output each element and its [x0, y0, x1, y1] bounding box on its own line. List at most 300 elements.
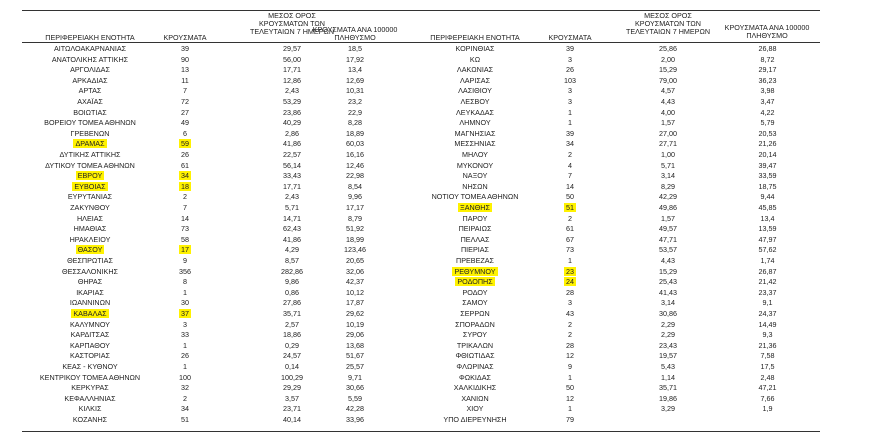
left-table-row-cases-text: 11: [181, 75, 189, 85]
right-table-row-name-text: ΛΕΣΒΟΥ: [460, 97, 490, 106]
right-table-row-per: [710, 298, 825, 308]
right-table-row-per: [710, 383, 825, 393]
left-table-row-cases-text: 18: [181, 181, 189, 191]
left-table-row-avg-text: 8,57: [285, 256, 299, 265]
left-table-row-name-text: ΔΥΤΙΚΟΥ ΤΟΜΕΑ ΑΘΗΝΩΝ: [45, 160, 135, 170]
right-table-row-per: [710, 235, 825, 245]
left-table-row-name-text: ΚΙΛΚΙΣ: [78, 404, 102, 414]
right-table-row-per-text: 36,23: [758, 75, 777, 85]
right-table-row-name: [410, 383, 540, 393]
left-table-row-name-text: ΓΡΕΒΕΝΩΝ: [70, 128, 110, 138]
left-table-row-per: [300, 97, 410, 107]
right-table-row-name: [410, 55, 540, 65]
right-table-row-name: [410, 76, 540, 86]
right-table-row-avg-text: 1,57: [661, 118, 675, 128]
left-table-row-per: [300, 182, 410, 192]
left-table-row-per: [300, 161, 410, 171]
left-table-row-avg-text: 33,43: [283, 171, 301, 181]
right-table-row-name-text: ΜΕΣΣΗΝΙΑΣ: [454, 139, 496, 149]
right-table-row-avg-text: 27,71: [659, 139, 677, 149]
right-table-row-per-text: 21,26: [758, 139, 777, 149]
right-table-row-avg-text: 1,57: [661, 213, 675, 223]
left-table-row-name-text: ΑΡΚΑΔΙΑΣ: [72, 75, 108, 85]
left-table-row-name: [25, 330, 155, 340]
left-table-row-name-text: ΒΟΡΕΙΟΥ ΤΟΜΕΑ ΑΘΗΝΩΝ: [44, 118, 136, 128]
left-table-row-cases-text: 30: [181, 298, 189, 308]
right-table-row-per-text: 45,85: [758, 203, 777, 212]
right-table-row-cases-text: 3: [568, 298, 572, 308]
right-table-row-per: [710, 351, 825, 361]
right-table-row-per: [710, 267, 825, 277]
left-table-row-cases: [145, 235, 225, 245]
right-table-row-cases: [530, 277, 610, 287]
left-table-row-avg-text: 56,00: [283, 54, 301, 64]
right-table-row-avg-text: 4,57: [661, 86, 675, 96]
left-table-row-name: [25, 214, 155, 224]
right-table-row-name: [410, 139, 540, 149]
right-table-row-cases: [530, 245, 610, 255]
left-header-per100k-line2: ΠΛΗΘΥΣΜΟ: [334, 33, 376, 42]
right-table-row-cases: [530, 97, 610, 107]
left-table-row-avg-text: 2,57: [285, 319, 299, 329]
left-table-row-per-text: 42,37: [346, 277, 364, 287]
left-table-row-name-text: ΗΡΑΚΛΕΙΟΥ: [69, 234, 111, 244]
left-table-row-per: [300, 383, 410, 393]
left-table-row-name-text: ΚΑΣΤΟΡΙΑΣ: [70, 351, 110, 361]
right-table-row-avg-text: 15,29: [659, 65, 677, 75]
right-table-row-name: [410, 245, 540, 255]
right-table-row-name-text: ΧΑΛΚΙΔΙΚΗΣ: [453, 383, 497, 393]
right-table-row-cases: [530, 182, 610, 192]
right-table-row-name: [410, 277, 540, 287]
left-table-row-per-text: 29,06: [346, 330, 364, 340]
left-table-row-avg-text: 3,57: [285, 393, 299, 403]
left-table-row-name-text: ΘΗΡΑΣ: [77, 277, 103, 287]
right-table-row-cases: [530, 203, 610, 213]
right-table-row-cases: [530, 171, 610, 181]
right-table-row-per: [710, 139, 825, 149]
right-table-row-avg-text: 3,14: [661, 298, 675, 308]
right-table-row-cases-text: 1: [568, 404, 572, 414]
left-table-row-per-text: 8,28: [348, 118, 362, 128]
right-table-row-avg-text: 15,29: [659, 266, 677, 276]
left-table-row-name-text: ΕΥΒΟΙΑΣ: [74, 181, 106, 191]
left-table-row-cases: [145, 330, 225, 340]
left-table-row-cases-text: 51: [181, 415, 189, 424]
right-table-row-name-text: ΛΑΣΙΘΙΟΥ: [458, 86, 492, 96]
left-table-row-name: [25, 288, 155, 298]
right-table-row-cases: [530, 394, 610, 404]
right-table-row-cases: [530, 108, 610, 118]
left-table-row-name: [25, 298, 155, 308]
left-table-row-cases-text: 37: [181, 309, 189, 318]
right-table-row-cases: [530, 373, 610, 383]
left-table-row-cases-text: 33: [181, 330, 189, 340]
left-table-row-cases: [145, 309, 225, 319]
left-table-row-cases: [145, 362, 225, 372]
left-table-row-cases: [145, 394, 225, 404]
right-table-row-name-text: ΣΥΡΟΥ: [462, 330, 488, 340]
left-table-row-name: [25, 415, 155, 425]
right-table-row-cases-text: 67: [566, 234, 574, 244]
right-table-row-cases-text: 79: [566, 415, 574, 424]
left-table-row-cases-text: 90: [181, 54, 189, 64]
left-table-row-name: [25, 320, 155, 330]
right-table-row-per-text: 26,88: [758, 44, 777, 53]
right-table-row-name-text: ΠΙΕΡΙΑΣ: [460, 245, 489, 255]
left-table-row-name-text: ΚΑΒΑΛΑΣ: [73, 309, 107, 318]
left-table-row-cases-text: 34: [181, 404, 189, 414]
left-table-row-cases-text: 2: [183, 192, 187, 202]
left-table-row-avg-text: 9,86: [285, 277, 299, 287]
left-table-row-name: [25, 203, 155, 213]
right-table-row-name: [410, 404, 540, 414]
right-table-row-per: [710, 86, 825, 96]
right-table-row-avg-text: 49,86: [659, 203, 677, 212]
right-table-row-per-text: 9,44: [760, 192, 775, 202]
right-table-row-avg-text: 49,57: [659, 224, 677, 234]
left-table-row-cases-text: 72: [181, 97, 189, 106]
right-table-row-per: [710, 362, 825, 372]
left-header-per100k: [300, 26, 410, 42]
right-table-row-name-text: ΡΟΔΟΠΗΣ: [457, 277, 493, 287]
right-table-row-avg-text: 3,14: [661, 171, 675, 181]
left-table-row-name-text: ΑΙΤΩΛΟΑΚΑΡΝΑΝΙΑΣ: [53, 44, 127, 53]
left-table-row-avg-text: 282,86: [281, 266, 303, 276]
left-table-row-per: [300, 118, 410, 128]
right-table-row-cases-text: 1: [568, 118, 572, 128]
left-table-row-per-text: 10,12: [346, 287, 364, 297]
right-table-row-per: [710, 65, 825, 75]
right-table-row-avg-text: 53,57: [659, 245, 677, 255]
right-table-row-per-text: 47,97: [758, 234, 777, 244]
left-table-row-name-text: ΚΑΡΠΑΘΟΥ: [70, 340, 110, 350]
right-table-row-per-text: 14,49: [758, 319, 777, 329]
right-table-row-avg-text: 35,71: [659, 383, 677, 393]
left-table-row-cases: [145, 373, 225, 383]
left-table-row-avg-text: 2,43: [285, 192, 299, 202]
left-table-row-cases: [145, 415, 225, 425]
right-table-row-name: [410, 161, 540, 171]
left-table-row-cases-text: 8: [183, 277, 187, 287]
left-table-row-per-text: 51,67: [346, 351, 364, 361]
left-table-row-cases: [145, 171, 225, 181]
right-table-row-per-text: 33,59: [758, 171, 777, 181]
right-table-row-per: [710, 55, 825, 65]
left-table-row-avg-text: 4,29: [285, 245, 299, 255]
left-table-row-cases-text: 59: [181, 139, 189, 149]
left-table-row-avg-text: 41,86: [283, 139, 301, 149]
right-table-row-cases: [530, 383, 610, 393]
right-table-row-per-text: 5,79: [760, 118, 775, 128]
right-table-row-cases-text: 4: [568, 160, 572, 170]
right-table-row-per: [710, 161, 825, 171]
right-table-row-per: [710, 171, 825, 181]
left-table-row-cases: [145, 76, 225, 86]
right-table-row-avg-text: 19,57: [659, 351, 677, 361]
left-table-row-name-text: ΚΑΛΥΜΝΟΥ: [70, 319, 110, 329]
left-table-row-per: [300, 394, 410, 404]
right-table-row-name-text: ΦΛΩΡΙΝΑΣ: [456, 362, 494, 371]
right-table-row-cases-text: 26: [566, 65, 574, 75]
left-table-row-name-text: ΚΕΡΚΥΡΑΣ: [71, 383, 109, 393]
right-table-row-cases-text: 43: [566, 309, 574, 318]
right-table-row-name: [410, 214, 540, 224]
left-table-row-per: [300, 298, 410, 308]
left-table-row-avg-text: 0,14: [285, 362, 299, 371]
right-table-row-avg-text: 3,29: [661, 404, 675, 414]
left-table-row-avg-text: 40,14: [283, 415, 301, 424]
right-table-row-per-text: 57,62: [758, 245, 777, 255]
right-table-row-cases-text: 24: [566, 277, 574, 287]
right-table-row-per-text: 3,47: [760, 97, 775, 106]
right-table-row-avg-text: 79,00: [659, 75, 677, 85]
right-table-row-per: [710, 288, 825, 298]
left-table-row-name-text: ΙΩΑΝΝΙΝΩΝ: [69, 298, 111, 308]
right-table-row-name-text: ΣΠΟΡΑΔΩΝ: [455, 319, 495, 329]
left-table-row-per: [300, 341, 410, 351]
left-table-row-per-text: 18,89: [346, 128, 364, 138]
right-table-row-name-text: ΚΟΡΙΝΘΙΑΣ: [455, 44, 495, 53]
right-table-row-cases-text: 23: [566, 266, 574, 276]
left-table-row-name: [25, 309, 155, 319]
left-table-row-per: [300, 267, 410, 277]
right-table-row-name: [410, 65, 540, 75]
left-table-row-cases-text: 7: [183, 203, 187, 212]
left-table-row-cases: [145, 182, 225, 192]
left-table-row-name: [25, 76, 155, 86]
left-table-row-per: [300, 214, 410, 224]
right-table-row-per-text: 9,1: [762, 298, 773, 308]
left-table-row-per: [300, 65, 410, 75]
left-table-row-cases: [145, 129, 225, 139]
left-table-row-cases-text: 356: [179, 266, 191, 276]
left-table-row-name: [25, 182, 155, 192]
left-table-row-cases: [145, 224, 225, 234]
right-table-row-cases-text: 51: [566, 203, 574, 212]
left-table-row-avg-text: 17,71: [283, 65, 301, 75]
left-table-row-per-text: 32,06: [346, 266, 364, 276]
left-table-row-name: [25, 118, 155, 128]
right-table-row-name-text: ΧΙΟΥ: [466, 404, 484, 414]
right-table-row-name: [410, 362, 540, 372]
right-table-row-avg-text: 25,43: [659, 277, 677, 287]
left-table-row-cases: [145, 256, 225, 266]
left-table-row-name: [25, 161, 155, 171]
right-table-row-cases: [530, 415, 610, 425]
left-table-row-per-text: 29,62: [346, 309, 364, 318]
left-header-avg-line3: ΤΕΛΕΥΤΑΙΩΝ 7 ΗΜΕΡΩΝ: [249, 27, 335, 36]
right-table-row-name: [410, 44, 540, 54]
left-table-row-per: [300, 320, 410, 330]
right-table-row-cases-text: 12: [566, 393, 574, 403]
left-table-row-per-text: 60,03: [346, 139, 364, 149]
left-table-row-per: [300, 235, 410, 245]
left-table-row-per-text: 8,79: [348, 213, 362, 223]
right-table-row-name-text: ΣΑΜΟΥ: [462, 298, 488, 308]
left-table-row-cases: [145, 277, 225, 287]
right-table-row-per: [710, 309, 825, 319]
left-table-row-name-text: ΚΕΦΑΛΛΗΝΙΑΣ: [64, 393, 116, 403]
left-table-row-name-text: ΘΕΣΣΑΛΟΝΙΚΗΣ: [62, 266, 118, 276]
left-table-row-per-text: 17,17: [346, 203, 364, 212]
left-table-row-cases-text: 17: [181, 245, 189, 255]
right-table-row-per-text: 8,72: [760, 54, 775, 64]
right-table-row-cases: [530, 76, 610, 86]
right-table-row-per: [710, 404, 825, 414]
left-table-row-cases: [145, 351, 225, 361]
left-table-row-name: [25, 171, 155, 181]
right-table-row-cases-text: 73: [566, 245, 574, 255]
left-table-row-per: [300, 55, 410, 65]
right-table-row-per: [710, 203, 825, 213]
right-table-row-cases-text: 28: [566, 287, 574, 297]
right-table-row-per-text: 9,3: [762, 330, 773, 340]
right-table-row-name: [410, 118, 540, 128]
left-table-row-cases-text: 26: [181, 150, 189, 159]
right-table-row-name: [410, 267, 540, 277]
left-table-row-name: [25, 44, 155, 54]
right-table-row-name: [410, 192, 540, 202]
left-table-row-name: [25, 277, 155, 287]
left-table-row-per: [300, 330, 410, 340]
right-table-row-name-text: ΝΟΤΙΟΥ ΤΟΜΕΑ ΑΘΗΝΩΝ: [431, 192, 519, 202]
left-table-row-per-text: 13,4: [348, 65, 362, 75]
right-table-row-cases-text: 28: [566, 340, 574, 350]
right-table-row-name: [410, 309, 540, 319]
left-table-row-per-text: 5,59: [348, 393, 362, 403]
right-table-row-cases: [530, 309, 610, 319]
left-table-row-per: [300, 86, 410, 96]
left-table-row-cases: [145, 298, 225, 308]
right-table-row-cases-text: 1: [568, 372, 572, 382]
right-table-row-cases-text: 1: [568, 107, 572, 117]
right-table-row-cases: [530, 288, 610, 298]
right-table-row-name-text: ΦΩΚΙΔΑΣ: [459, 372, 491, 382]
left-table-row-avg-text: 12,86: [283, 75, 301, 85]
right-table-row-name: [410, 108, 540, 118]
right-table-row-avg-text: 8,29: [661, 181, 675, 191]
right-table-row-per-text: 1,9: [762, 404, 773, 414]
right-table-row-name-text: ΜΗΛΟΥ: [462, 150, 488, 159]
left-table-row-name: [25, 245, 155, 255]
left-table-row-avg-text: 14,71: [283, 213, 301, 223]
left-table-row-per: [300, 351, 410, 361]
left-table-row-name: [25, 383, 155, 393]
left-table-row-per: [300, 76, 410, 86]
right-table-row-avg-text: 2,29: [661, 319, 675, 329]
right-table-row-name: [410, 298, 540, 308]
left-table-row-per: [300, 139, 410, 149]
left-table-row-name-text: ΑΡΓΟΛΙΔΑΣ: [70, 65, 110, 75]
left-table-row-per: [300, 44, 410, 54]
right-table-row-name-text: ΜΑΓΝΗΣΙΑΣ: [454, 128, 496, 138]
right-table-row-per-text: 21,42: [758, 277, 777, 287]
left-table-row-cases-text: 13: [181, 65, 189, 75]
right-table-row-cases: [530, 320, 610, 330]
right-table-row-name-text: ΠΑΡΟΥ: [462, 213, 488, 223]
right-table-row-avg-text: 41,43: [659, 287, 677, 297]
left-table-row-name-text: ΑΡΤΑΣ: [78, 86, 102, 96]
left-table-row-avg-text: 24,57: [283, 351, 301, 361]
left-table-row-avg-text: 62,43: [283, 224, 301, 234]
right-table-row-per: [710, 277, 825, 287]
right-table-row-name: [410, 224, 540, 234]
left-table-row-name: [25, 150, 155, 160]
bottom-rule: [22, 431, 820, 432]
right-table-row-per-text: 39,47: [758, 160, 777, 170]
right-header-cases: ΚΡΟΥΣΜΑΤΑ: [548, 33, 592, 42]
right-table-row-per-text: 4,22: [760, 107, 775, 117]
left-table-row-avg-text: 0,86: [285, 287, 299, 297]
right-table-row-per: [710, 341, 825, 351]
right-table-row-avg-text: 5,71: [661, 160, 675, 170]
left-table-row-per: [300, 362, 410, 372]
right-table-row-per: [710, 108, 825, 118]
right-table-row-per: [710, 394, 825, 404]
left-table-row-cases: [145, 86, 225, 96]
left-table-row-cases-text: 1: [183, 340, 187, 350]
left-table-row-per-text: 18,5: [348, 44, 362, 53]
right-table-row-name-text: ΛΕΥΚΑΔΑΣ: [455, 107, 494, 117]
left-table-row-cases-text: 14: [181, 213, 189, 223]
left-table-row-name-text: ΘΑΣΟΥ: [77, 245, 103, 255]
left-table-row-per-text: 20,65: [346, 256, 364, 265]
left-table-row-per: [300, 245, 410, 255]
right-table-row-per: [710, 44, 825, 54]
right-table-row-avg-text: 4,43: [661, 256, 675, 265]
left-table-row-avg-text: 40,29: [283, 118, 301, 128]
left-table-row-name-text: ΘΕΣΠΡΩΤΙΑΣ: [67, 256, 113, 265]
right-table-row-avg-text: 42,29: [659, 192, 677, 202]
right-table-row-name-text: ΠΕΛΛΑΣ: [460, 234, 490, 244]
right-table-row-per-text: 18,75: [758, 181, 777, 191]
right-table-row-per: [710, 415, 825, 425]
left-table-row-per: [300, 192, 410, 202]
left-table-row-avg-text: 0,29: [285, 340, 299, 350]
left-table-row-cases-text: 49: [181, 118, 189, 128]
right-table-row-name-text: ΦΘΙΩΤΙΔΑΣ: [455, 351, 495, 361]
right-table-row-cases-text: 3: [568, 54, 572, 64]
left-table-row-name: [25, 65, 155, 75]
right-table-row-per: [710, 192, 825, 202]
left-table-row-per: [300, 150, 410, 160]
right-table-row-cases: [530, 330, 610, 340]
right-table-row-cases: [530, 235, 610, 245]
left-table-row-cases-text: 100: [179, 372, 191, 382]
left-table-row-per-text: 17,92: [346, 54, 364, 64]
right-table-row-avg-text: 27,00: [659, 128, 677, 138]
left-table-row-cases: [145, 214, 225, 224]
right-table-row-cases-text: 39: [566, 128, 574, 138]
left-table-row-per: [300, 224, 410, 234]
right-table-row-avg-text: 5,43: [661, 362, 675, 371]
left-table-row-cases-text: 7: [183, 86, 187, 96]
right-table-row-name-text: ΛΗΜΝΟΥ: [459, 118, 491, 128]
left-table-row-avg-text: 17,71: [283, 181, 301, 191]
left-table-row-avg-text: 27,86: [283, 298, 301, 308]
right-table-row-name: [410, 415, 540, 425]
left-table-row-cases: [145, 150, 225, 160]
left-table-row-avg-text: 23,71: [283, 404, 301, 414]
header-rule: [22, 42, 820, 43]
right-table-row-cases: [530, 404, 610, 414]
left-table-row-cases: [145, 320, 225, 330]
right-table-row-name: [410, 330, 540, 340]
left-table-row-name-text: ΖΑΚΥΝΘΟΥ: [70, 203, 110, 212]
left-table-row-per-text: 9,71: [348, 372, 362, 382]
left-table-row-cases-text: 61: [181, 160, 189, 170]
